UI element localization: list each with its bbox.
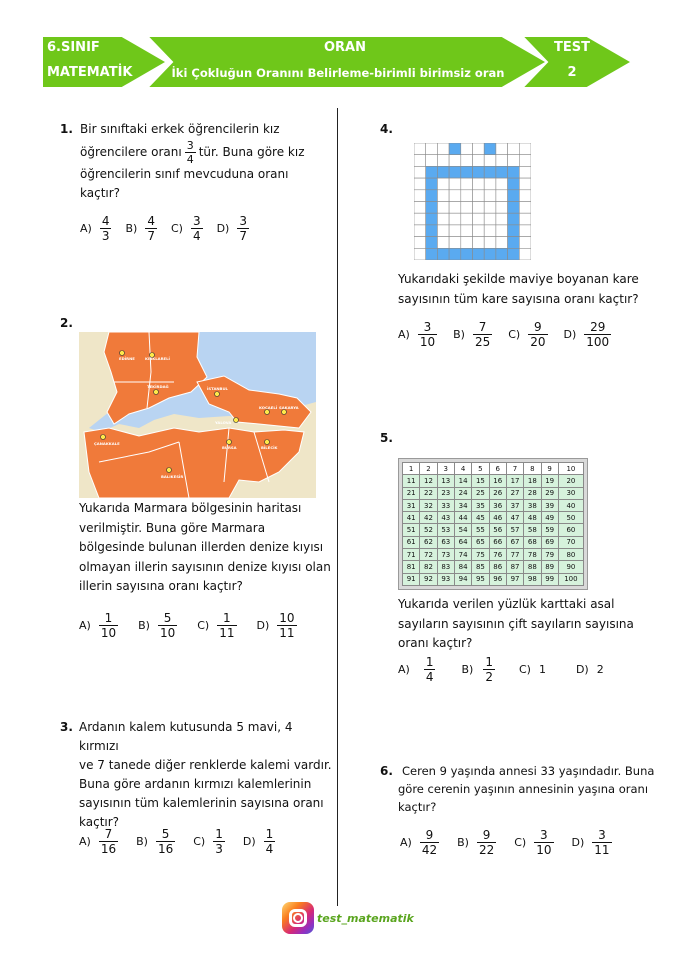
blue-square: [426, 213, 438, 225]
blue-square: [437, 248, 449, 260]
blue-square: [496, 248, 508, 260]
hundred-chart-cell: 28: [524, 487, 541, 499]
hundred-chart-cell: 4: [454, 463, 471, 475]
white-square: [496, 213, 508, 225]
hundred-chart-cell: 91: [403, 573, 420, 585]
hundred-chart-cell: 42: [420, 512, 437, 524]
blue-square: [426, 225, 438, 237]
hundred-chart-cell: 51: [403, 524, 420, 536]
q5-number: 5.: [380, 431, 393, 445]
q6-option-c[interactable]: C) $\frac{3}{10}$: [514, 828, 552, 857]
hundred-chart-cell: 13: [437, 475, 454, 487]
blue-square: [484, 166, 496, 178]
hundred-chart-cell: 71: [403, 549, 420, 561]
white-square: [484, 190, 496, 202]
hundred-chart-cell: 90: [558, 561, 583, 573]
blue-square: [508, 225, 520, 237]
white-square: [519, 213, 531, 225]
blue-square: [484, 248, 496, 260]
subject-label: MATEMATİK: [47, 65, 133, 80]
hundred-chart-cell: 3: [437, 463, 454, 475]
white-square: [519, 155, 531, 167]
blue-square: [426, 248, 438, 260]
hundred-chart-cell: 76: [489, 549, 506, 561]
blue-square: [508, 248, 520, 260]
footer: [282, 902, 414, 934]
white-square: [484, 213, 496, 225]
map-label-kirklareli: KIRKLARELİ: [145, 356, 170, 361]
white-square: [449, 190, 461, 202]
blue-square: [449, 166, 461, 178]
hundred-chart-cell: 79: [541, 549, 558, 561]
blue-square: [508, 190, 520, 202]
q1-options: [80, 214, 263, 243]
hundred-chart-cell: 20: [558, 475, 583, 487]
hundred-chart-cell: 50: [558, 512, 583, 524]
blue-square: [449, 248, 461, 260]
hundred-chart-cell: 73: [437, 549, 454, 561]
hundred-chart-cell: 40: [558, 499, 583, 511]
hundred-chart-cell: 74: [454, 549, 471, 561]
blue-square: [508, 213, 520, 225]
white-square: [496, 155, 508, 167]
hundred-chart-cell: 25: [472, 487, 489, 499]
instagram-handle[interactable]: test_matematik: [317, 911, 414, 925]
white-square: [484, 202, 496, 214]
white-square: [437, 190, 449, 202]
hundred-chart-cell: 5: [472, 463, 489, 475]
map-label-kocaeli: KOCAELİ: [259, 405, 278, 410]
hundred-chart-cell: 78: [524, 549, 541, 561]
q2-number: 2.: [60, 316, 73, 330]
hundred-chart-cell: 29: [541, 487, 558, 499]
hundred-chart-cell: 2: [420, 463, 437, 475]
colored-square-grid: [414, 143, 531, 260]
white-square: [414, 166, 426, 178]
blue-square: [508, 202, 520, 214]
hundred-chart-cell: 99: [541, 573, 558, 585]
white-square: [496, 237, 508, 249]
hundred-chart-cell: 68: [524, 536, 541, 548]
hundred-chart-cell: 65: [472, 536, 489, 548]
white-square: [437, 225, 449, 237]
hundred-chart-cell: 92: [420, 573, 437, 585]
hundred-chart-cell: 35: [472, 499, 489, 511]
hundred-chart-cell: 23: [437, 487, 454, 499]
q2-option-d[interactable]: D) $\frac{10}{11}$: [256, 611, 295, 640]
hundred-chart-cell: 85: [472, 561, 489, 573]
hundred-chart-cell: 95: [472, 573, 489, 585]
map-label-sakarya: SAKARYA: [279, 405, 299, 410]
q2-options: [79, 611, 311, 640]
blue-square: [508, 237, 520, 249]
q4-option-b[interactable]: B) $\frac{7}{25}$: [453, 320, 491, 349]
column-divider: [337, 108, 338, 906]
white-square: [414, 155, 426, 167]
hundred-chart-cell: 97: [506, 573, 523, 585]
hundred-chart-cell: 31: [403, 499, 420, 511]
q5-options: [398, 655, 618, 684]
blue-square: [496, 166, 508, 178]
hundred-chart-cell: 53: [437, 524, 454, 536]
hundred-chart-cell: 84: [454, 561, 471, 573]
q4-options: [398, 320, 625, 349]
hundred-chart-cell: 55: [472, 524, 489, 536]
white-square: [461, 202, 473, 214]
hundred-chart-cell: 87: [506, 561, 523, 573]
white-square: [519, 248, 531, 260]
white-square: [437, 213, 449, 225]
hundred-chart-cell: 47: [506, 512, 523, 524]
white-square: [426, 155, 438, 167]
hundred-chart-cell: 69: [541, 536, 558, 548]
hundred-chart-cell: 83: [437, 561, 454, 573]
white-square: [473, 237, 485, 249]
map-label-edirne: EDİRNE: [119, 356, 135, 361]
white-square: [519, 178, 531, 190]
blue-square: [508, 166, 520, 178]
white-square: [414, 237, 426, 249]
blue-square: [426, 202, 438, 214]
hundred-chart-cell: 17: [506, 475, 523, 487]
white-square: [473, 213, 485, 225]
hundred-chart-cell: 21: [403, 487, 420, 499]
white-square: [461, 178, 473, 190]
white-square: [414, 213, 426, 225]
white-square: [449, 178, 461, 190]
hundred-chart-cell: 66: [489, 536, 506, 548]
white-square: [519, 166, 531, 178]
blue-square: [461, 166, 473, 178]
blue-square: [484, 143, 496, 155]
white-square: [437, 155, 449, 167]
map-label-canakkale: ÇANAKKALE: [94, 441, 120, 446]
white-square: [414, 178, 426, 190]
white-square: [461, 213, 473, 225]
white-square: [473, 143, 485, 155]
q4-text: Yukarıdaki şekilde maviye boyanan kare sayısının tüm kare sayısına oranı kaçtır?: [398, 272, 639, 306]
q1-option-d[interactable]: D) $\frac{3}{7}$: [216, 214, 247, 243]
q4-option-d[interactable]: D) $\frac{29}{100}$: [563, 320, 610, 349]
white-square: [437, 143, 449, 155]
hundred-chart-cell: 26: [489, 487, 506, 499]
blue-square: [473, 248, 485, 260]
blue-square: [426, 190, 438, 202]
white-square: [484, 225, 496, 237]
hundred-chart-cell: 36: [489, 499, 506, 511]
q3-text: Ardanın kalem kutusunda 5 mavi, 4 kırmızı ve 7 tanede diğer renklerde kalemi vardır. Buna göre ardanın kırmızı kalemlerinin sayısının tüm kalemlerinin sayısına oranı kaçtır?: [79, 720, 332, 829]
q4-number: 4.: [380, 122, 393, 136]
instagram-icon[interactable]: [282, 902, 314, 934]
hundred-chart-cell: 41: [403, 512, 420, 524]
blue-square: [426, 166, 438, 178]
hundred-chart-cell: 30: [558, 487, 583, 499]
white-square: [484, 155, 496, 167]
q2-option-a[interactable]: A) $\frac{1}{10}$: [79, 611, 117, 640]
hundred-chart-cell: 10: [558, 463, 583, 475]
white-square: [519, 190, 531, 202]
q1-option-b[interactable]: B) $\frac{4}{7}$: [125, 214, 155, 243]
hundred-chart-cell: 34: [454, 499, 471, 511]
blue-square: [473, 166, 485, 178]
hundred-chart-cell: 60: [558, 524, 583, 536]
q6-text: Ceren 9 yaşında annesi 33 yaşındadır. Buna göre cerenin yaşının annesinin yaşına oranı kaçtır?: [398, 764, 655, 814]
hundred-chart-cell: 18: [524, 475, 541, 487]
white-square: [426, 143, 438, 155]
hundred-chart-cell: 7: [506, 463, 523, 475]
hundred-chart-cell: 43: [437, 512, 454, 524]
hundred-chart-cell: 48: [524, 512, 541, 524]
hundred-chart-cell: 14: [454, 475, 471, 487]
hundred-chart-cell: 62: [420, 536, 437, 548]
marmara-map: [79, 332, 316, 498]
hundred-chart-cell: 75: [472, 549, 489, 561]
map-label-bilecik: BİLECİK: [261, 445, 278, 450]
white-square: [414, 190, 426, 202]
q5-option-d[interactable]: D) 2: [575, 663, 604, 676]
map-label-tekirdag: TEKİRDAĞ: [147, 384, 169, 389]
hundred-chart-cell: 67: [506, 536, 523, 548]
white-square: [519, 225, 531, 237]
hundred-chart-cell: 22: [420, 487, 437, 499]
hundred-chart-cell: 1: [403, 463, 420, 475]
white-square: [461, 143, 473, 155]
map-label-bursa: BURSA: [222, 445, 237, 450]
hundred-chart-cell: 59: [541, 524, 558, 536]
white-square: [496, 190, 508, 202]
hundred-chart-cell: 27: [506, 487, 523, 499]
grade-label: 6.SINIF: [47, 40, 100, 55]
white-square: [496, 225, 508, 237]
white-square: [461, 155, 473, 167]
q3-number: 3.: [60, 720, 73, 734]
white-square: [473, 155, 485, 167]
blue-square: [437, 166, 449, 178]
q1-option-a[interactable]: A) $\frac{4}{3}$: [80, 214, 110, 243]
hundred-chart-cell: 96: [489, 573, 506, 585]
map-label-istanbul: İSTANBUL: [207, 386, 228, 391]
hundred-chart-cell: 70: [558, 536, 583, 548]
hundred-chart-cell: 37: [506, 499, 523, 511]
blue-square: [508, 178, 520, 190]
hundred-chart-cell: 82: [420, 561, 437, 573]
white-square: [496, 143, 508, 155]
hundred-chart-cell: 57: [506, 524, 523, 536]
hundred-chart-cell: 19: [541, 475, 558, 487]
white-square: [508, 143, 520, 155]
hundred-chart-cell: 52: [420, 524, 437, 536]
hundred-chart-cell: 44: [454, 512, 471, 524]
q1-option-c[interactable]: C) $\frac{3}{4}$: [170, 214, 201, 243]
q2-text: Yukarıda Marmara bölgesinin haritası verilmiştir. Buna göre Marmara bölgesinde bulunan illerden denize kıyısı olmayan illerin sayısının denize kıyısı olan illerin sayısına oranı kaçtır?: [79, 501, 331, 593]
hundred-chart-cell: 8: [524, 463, 541, 475]
hundred-chart-cell: 15: [472, 475, 489, 487]
white-square: [484, 237, 496, 249]
hundred-chart-cell: 6: [489, 463, 506, 475]
q6-option-a[interactable]: A) $\frac{9}{42}$: [400, 828, 438, 857]
hundred-chart-cell: 54: [454, 524, 471, 536]
blue-square: [426, 237, 438, 249]
q2-option-c[interactable]: C) $\frac{1}{11}$: [197, 611, 235, 640]
hundred-chart-cell: 86: [489, 561, 506, 573]
hundred-chart-cell: 33: [437, 499, 454, 511]
hundred-chart-cell: 61: [403, 536, 420, 548]
blue-square: [449, 143, 461, 155]
q4-option-c[interactable]: C) $\frac{9}{20}$: [508, 320, 546, 349]
white-square: [449, 225, 461, 237]
q3-option-c[interactable]: C) $\frac{1}{3}$: [193, 827, 223, 856]
hundred-chart-cell: 24: [454, 487, 471, 499]
hundred-chart-cell: 16: [489, 475, 506, 487]
hundred-chart-cell: 98: [524, 573, 541, 585]
q2-option-b[interactable]: B) $\frac{5}{10}$: [138, 611, 176, 640]
q3-option-b[interactable]: B) $\frac{5}{16}$: [136, 827, 174, 856]
q1-text: Bir sınıftaki erkek öğrencilerin kız öğrencilere oranı 3 4 tür. Buna göre kız öğrencilerin sınıf mevcuduna oranı kaçtır?: [80, 122, 305, 200]
q6-options: [400, 828, 626, 857]
hundred-chart-cell: 46: [489, 512, 506, 524]
white-square: [496, 202, 508, 214]
white-square: [449, 202, 461, 214]
q5-option-c[interactable]: C) 1: [518, 663, 546, 676]
hundred-chart-cell: 12: [420, 475, 437, 487]
white-square: [449, 237, 461, 249]
hundred-chart-cell: 45: [472, 512, 489, 524]
map-label-yalova: YALOVA: [215, 420, 232, 425]
hundred-chart-cell: 77: [506, 549, 523, 561]
q3-option-a[interactable]: A) $\frac{7}{16}$: [79, 827, 117, 856]
q4-option-a[interactable]: A) $\frac{3}{10}$: [398, 320, 436, 349]
white-square: [449, 213, 461, 225]
hundred-chart-cell: 56: [489, 524, 506, 536]
blue-square: [426, 178, 438, 190]
hundred-chart-cell: 63: [437, 536, 454, 548]
hundred-chart-cell: 94: [454, 573, 471, 585]
white-square: [473, 178, 485, 190]
hundred-chart-cell: 38: [524, 499, 541, 511]
white-square: [414, 225, 426, 237]
hundred-chart-cell: 100: [558, 573, 583, 585]
q5-option-a[interactable]: A) $\frac{1}{4}$: [398, 655, 434, 684]
hundred-chart-cell: 49: [541, 512, 558, 524]
hundred-chart-cell: 39: [541, 499, 558, 511]
white-square: [519, 237, 531, 249]
q6-number: 6.: [380, 764, 393, 778]
white-square: [519, 202, 531, 214]
white-square: [437, 202, 449, 214]
hundred-chart: [398, 458, 588, 590]
hundred-chart-cell: 72: [420, 549, 437, 561]
white-square: [437, 178, 449, 190]
white-square: [461, 225, 473, 237]
white-square: [449, 155, 461, 167]
q1-number: 1.: [60, 122, 73, 136]
white-square: [414, 248, 426, 260]
white-square: [461, 237, 473, 249]
white-square: [437, 237, 449, 249]
q6-option-d[interactable]: D) $\frac{3}{11}$: [571, 828, 610, 857]
topic-title: ORAN: [323, 40, 366, 55]
hundred-chart-cell: 64: [454, 536, 471, 548]
white-square: [496, 178, 508, 190]
hundred-chart-cell: 58: [524, 524, 541, 536]
white-square: [414, 202, 426, 214]
q5-text: Yukarıda verilen yüzlük karttaki asal sayıların sayısının çift sayıların sayısına oranı kaçtır?: [398, 597, 634, 650]
white-square: [414, 143, 426, 155]
hundred-chart-cell: 88: [524, 561, 541, 573]
test-number: 2: [567, 65, 577, 80]
white-square: [508, 155, 520, 167]
q6-option-b[interactable]: B) $\frac{9}{22}$: [457, 828, 495, 857]
white-square: [473, 190, 485, 202]
white-square: [519, 143, 531, 155]
hundred-chart-cell: 93: [437, 573, 454, 585]
hundred-chart-cell: 9: [541, 463, 558, 475]
map-label-balikesir: BALIKESİR: [161, 474, 184, 479]
hundred-chart-cell: 32: [420, 499, 437, 511]
white-square: [484, 178, 496, 190]
hundred-chart-cell: 11: [403, 475, 420, 487]
white-square: [473, 225, 485, 237]
q5-option-b[interactable]: B) $\frac{1}{2}$: [461, 655, 493, 684]
blue-square: [461, 248, 473, 260]
q3-options: [79, 827, 289, 856]
hundred-chart-cell: 81: [403, 561, 420, 573]
hundred-chart-cell: 89: [541, 561, 558, 573]
q3-option-d[interactable]: D) $\frac{1}{4}$: [242, 827, 274, 856]
hundred-chart-cell: 80: [558, 549, 583, 561]
white-square: [473, 202, 485, 214]
white-square: [461, 190, 473, 202]
test-label: TEST: [554, 40, 590, 55]
topic-subtitle: İki Çokluğun Oranını Belirleme-birimli birimsiz oran: [171, 66, 505, 80]
